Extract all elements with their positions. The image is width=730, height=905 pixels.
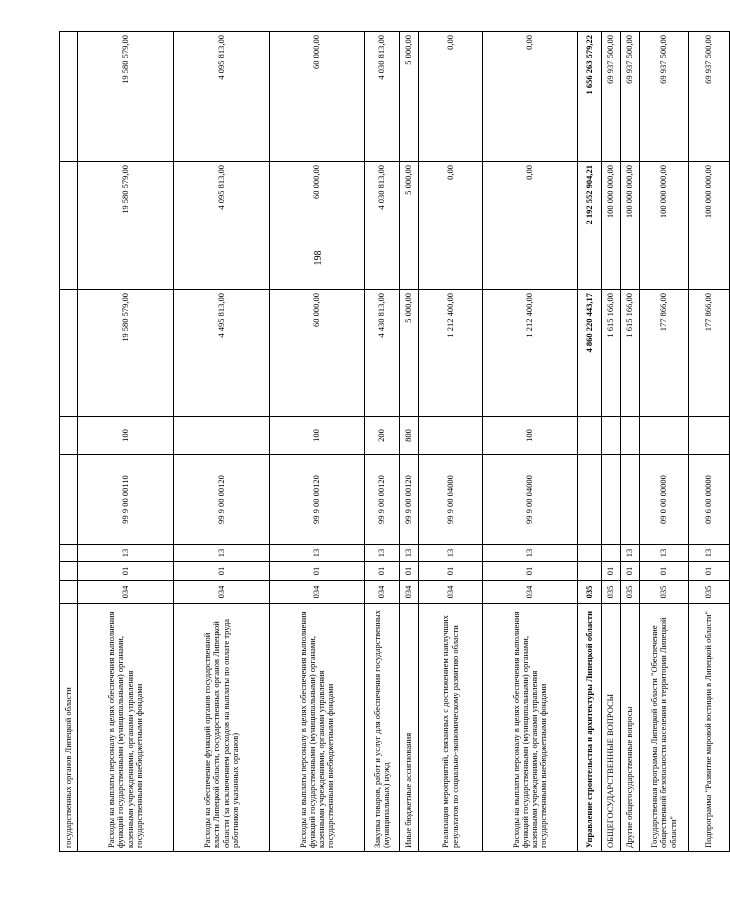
table-row (621, 32, 640, 852)
expense-type-code-cell (419, 417, 483, 455)
subsection-code-cell: 13 (365, 545, 400, 562)
section-code-cell: 01 (602, 562, 621, 581)
row-name-cell: Другие общегосударственные вопросы (621, 604, 640, 852)
subsection-code-cell: 13 (78, 545, 174, 562)
sum-year-3-cell: 1 656 263 579,22 (578, 32, 602, 162)
table-row (365, 32, 400, 852)
table-row (689, 32, 730, 852)
subsection-code-cell: 13 (483, 545, 578, 562)
sum-year-3-cell: 4 095 813,00 (174, 32, 270, 162)
ved-code-cell: 034 (419, 581, 483, 604)
sum-year-3-cell: 69 937 500,00 (602, 32, 621, 162)
sum-year-2-cell: 2 192 552 904,21 (578, 162, 602, 290)
table-row (78, 32, 174, 852)
table-row (60, 32, 78, 852)
sum-year-1-cell: 1 615 166,00 (602, 290, 621, 417)
section-code-cell: 01 (174, 562, 270, 581)
sum-year-3-cell: 5 000,00 (400, 32, 419, 162)
sum-year-2-cell: 0,00 (419, 162, 483, 290)
row-name-cell: Расходы на обеспечение функций органов государственной власти Липецкой области, государственных органов Липецкой области (за исключением расходов на выплаты по оплате труда работников указанных органов) (174, 604, 270, 852)
sum-year-2-cell: 4 095 813,00 (174, 162, 270, 290)
expense-type-code-cell (174, 417, 270, 455)
target-article-code-cell: 99 9 00 00110 (78, 455, 174, 545)
section-code-cell: 01 (483, 562, 578, 581)
ved-code-cell: 034 (483, 581, 578, 604)
sum-year-1-cell: 177 866,00 (640, 290, 689, 417)
sum-year-2-cell: 5 000,00 (400, 162, 419, 290)
expense-type-code-cell (689, 417, 730, 455)
expense-type-code-cell (60, 417, 78, 455)
target-article-code-cell: 99 9 00 04000 (483, 455, 578, 545)
row-name-cell: Подпрограмма "Развитие мировой юстиции в Липецкой области" (689, 604, 730, 852)
ved-code-cell: 034 (174, 581, 270, 604)
sum-year-1-cell: 5 000,00 (400, 290, 419, 417)
section-code-cell: 01 (419, 562, 483, 581)
page-number: 198 (313, 250, 324, 266)
section-code-cell: 01 (640, 562, 689, 581)
row-name-cell: Закупка товаров, работ и услуг для обеспечения государственных (муниципальных) нужд (365, 604, 400, 852)
target-article-code-cell: 99 9 00 00120 (365, 455, 400, 545)
row-name-cell: государственных органов Липецкой области (60, 604, 78, 852)
sum-year-3-cell (60, 32, 78, 162)
sum-year-1-cell: 1 212 400,00 (419, 290, 483, 417)
target-article-code-cell: 99 9 00 00120 (270, 455, 365, 545)
sum-year-3-cell: 60 000,00 (270, 32, 365, 162)
sum-year-3-cell: 69 937 500,00 (689, 32, 730, 162)
section-code-cell: 01 (400, 562, 419, 581)
sum-year-3-cell: 4 030 813,00 (365, 32, 400, 162)
ved-code-cell: 034 (78, 581, 174, 604)
row-name-cell: Реализация мероприятий, связанных с достижением наилучших результатов по социально-экономическому развитию области (419, 604, 483, 852)
subsection-code-cell: 13 (270, 545, 365, 562)
row-name-cell: Расходы на выплаты персоналу в целях обеспечения выполнения функций государственными (муниципальными) органами, казенными учреждениями, органами управления государственными внебюджетными фондами (483, 604, 578, 852)
section-code-cell: 01 (689, 562, 730, 581)
subsection-code-cell (60, 545, 78, 562)
sum-year-3-cell: 69 937 500,00 (640, 32, 689, 162)
expense-type-code-cell (578, 417, 602, 455)
ved-code-cell: 035 (621, 581, 640, 604)
sum-year-3-cell: 69 937 500,00 (621, 32, 640, 162)
row-name-cell: ОБЩЕГОСУДАРСТВЕННЫЕ ВОПРОСЫ (602, 604, 621, 852)
sum-year-1-cell: 19 580 579,00 (78, 290, 174, 417)
table-row (602, 32, 621, 852)
budget-table (59, 31, 730, 852)
table-row (400, 32, 419, 852)
expense-type-code-cell: 100 (483, 417, 578, 455)
subsection-code-cell: 13 (689, 545, 730, 562)
sum-year-2-cell: 0,00 (483, 162, 578, 290)
row-name-cell: Иные бюджетные ассигнования (400, 604, 419, 852)
section-code-cell (60, 562, 78, 581)
subsection-code-cell (602, 545, 621, 562)
section-code-cell (578, 562, 602, 581)
sum-year-2-cell: 100 000 000,00 (621, 162, 640, 290)
row-name-cell: Расходы на выплаты персоналу в целях обеспечения выполнения функций государственными (муниципальными) органами, казенными учреждениями, органами управления государственными внебюджетными фондами (270, 604, 365, 852)
sum-year-3-cell: 19 580 579,00 (78, 32, 174, 162)
rotated-table-wrapper (59, 32, 714, 852)
sum-year-2-cell: 100 000 000,00 (602, 162, 621, 290)
subsection-code-cell: 13 (621, 545, 640, 562)
subsection-code-cell: 13 (174, 545, 270, 562)
subsection-code-cell: 13 (419, 545, 483, 562)
target-article-code-cell: 99 9 00 04000 (419, 455, 483, 545)
table-row (270, 32, 365, 852)
row-name-cell: Управление строительства и архитектуры Липецкой области (578, 604, 602, 852)
sum-year-1-cell: 4 430 813,00 (365, 290, 400, 417)
ved-code-cell: 035 (689, 581, 730, 604)
ved-code-cell: 035 (640, 581, 689, 604)
table-row (578, 32, 602, 852)
expense-type-code-cell (602, 417, 621, 455)
subsection-code-cell: 13 (400, 545, 419, 562)
section-code-cell: 01 (78, 562, 174, 581)
sum-year-1-cell (60, 290, 78, 417)
sum-year-2-cell: 60 000,00 (270, 162, 365, 290)
section-code-cell: 01 (270, 562, 365, 581)
sum-year-1-cell: 60 000,00 (270, 290, 365, 417)
subsection-code-cell: 13 (640, 545, 689, 562)
target-article-code-cell (60, 455, 78, 545)
target-article-code-cell (602, 455, 621, 545)
expense-type-code-cell: 200 (365, 417, 400, 455)
ved-code-cell: 035 (578, 581, 602, 604)
expense-type-code-cell: 800 (400, 417, 419, 455)
target-article-code-cell (621, 455, 640, 545)
table-row (640, 32, 689, 852)
expense-type-code-cell: 100 (270, 417, 365, 455)
sum-year-1-cell: 177 866,00 (689, 290, 730, 417)
sum-year-1-cell: 4 495 813,00 (174, 290, 270, 417)
table-body (60, 32, 730, 852)
sum-year-1-cell: 4 860 220 443,17 (578, 290, 602, 417)
section-code-cell: 01 (365, 562, 400, 581)
target-article-code-cell: 09 0 00 00000 (640, 455, 689, 545)
row-name-cell: Государственная программа Липецкой области "Обеспечение общественной безопасности населения и территории Липецкой области" (640, 604, 689, 852)
ved-code-cell: 034 (365, 581, 400, 604)
sum-year-2-cell: 19 580 579,00 (78, 162, 174, 290)
section-code-cell: 01 (621, 562, 640, 581)
sum-year-2-cell: 100 000 000,00 (640, 162, 689, 290)
target-article-code-cell (578, 455, 602, 545)
sum-year-3-cell: 0,00 (483, 32, 578, 162)
sum-year-1-cell: 1 212 400,00 (483, 290, 578, 417)
expense-type-code-cell (640, 417, 689, 455)
table-row (419, 32, 483, 852)
sum-year-2-cell: 4 030 813,00 (365, 162, 400, 290)
expense-type-code-cell: 100 (78, 417, 174, 455)
expense-type-code-cell (621, 417, 640, 455)
table-row (174, 32, 270, 852)
ved-code-cell: 034 (400, 581, 419, 604)
target-article-code-cell: 99 9 00 00120 (174, 455, 270, 545)
sum-year-1-cell: 1 615 166,00 (621, 290, 640, 417)
target-article-code-cell: 99 9 00 00120 (400, 455, 419, 545)
sum-year-3-cell: 0,00 (419, 32, 483, 162)
subsection-code-cell (578, 545, 602, 562)
target-article-code-cell: 09 6 00 00000 (689, 455, 730, 545)
ved-code-cell (60, 581, 78, 604)
table-row (483, 32, 578, 852)
sum-year-2-cell (60, 162, 78, 290)
ved-code-cell: 034 (270, 581, 365, 604)
sum-year-2-cell: 100 000 000,00 (689, 162, 730, 290)
row-name-cell: Расходы на выплаты персоналу в целях обеспечения выполнения функций государственными (муниципальными) органами, казенными учреждениями, органами управления государственными внебюджетными фондами (78, 604, 174, 852)
ved-code-cell: 035 (602, 581, 621, 604)
